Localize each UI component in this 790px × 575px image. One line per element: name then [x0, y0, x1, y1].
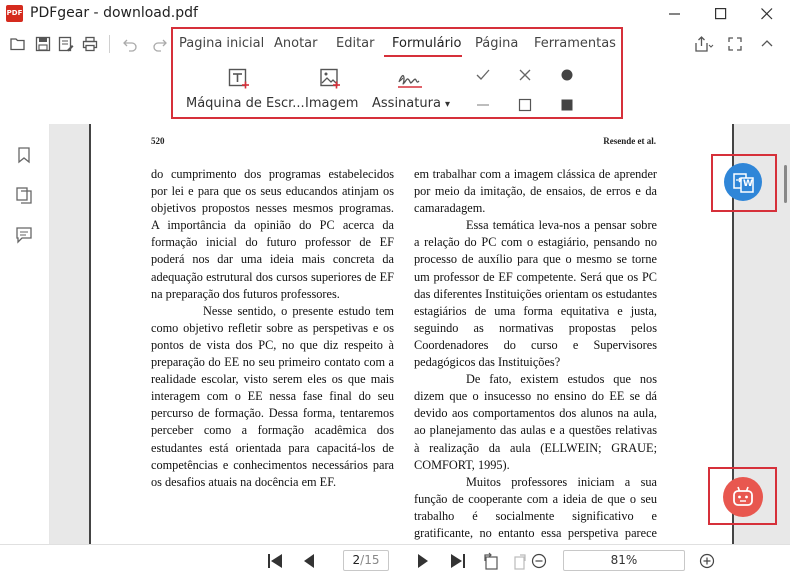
previous-page-icon: [302, 553, 316, 569]
typewriter-icon: [228, 68, 250, 90]
title-bar: [0, 0, 790, 28]
maximize-icon: [715, 8, 727, 20]
comment-icon: [15, 226, 33, 244]
first-page-icon: [267, 553, 283, 569]
current-page: 2: [352, 553, 361, 567]
paragraph: Nesse sentido, o presente estudo tem como objetivo refletir sobre as perspetivas e os pontos de vista dos PC, no que diz respeito à preparação do EE no seu primeiro contato com a realidade escolar, visto serem eles os que mais interagem com o EE nessa fase final do seu percurso de formação. Dessa forma, tentaremos perceber como a formação acadêmica dos estudantes está orientada para capacitá-los de competências e conhecimentos necessários para os desafios atuais na docência em EF.: [151, 303, 394, 489]
page-number-input[interactable]: [343, 550, 389, 571]
document-viewer[interactable]: [50, 124, 790, 544]
total-pages: /15: [360, 553, 380, 567]
minimize-icon: [669, 8, 681, 20]
first-page-button[interactable]: [267, 553, 283, 574]
save-button[interactable]: [35, 36, 51, 52]
zoom-in-button[interactable]: [699, 553, 715, 574]
save-as-icon: [58, 36, 74, 52]
chevron-up-icon: [761, 38, 773, 48]
word-letter: W: [743, 179, 753, 189]
open-folder-icon: [10, 36, 26, 52]
fullscreen-button[interactable]: [728, 37, 744, 53]
zoom-level-select[interactable]: 81%: [563, 550, 685, 571]
redo-button[interactable]: [152, 36, 168, 52]
print-button[interactable]: [82, 36, 98, 52]
rotate-page-button[interactable]: [483, 552, 499, 575]
typewriter-tool[interactable]: [186, 68, 305, 111]
robot-icon: [723, 477, 763, 517]
print-icon: [82, 36, 98, 52]
tab-anotar[interactable]: Anotar: [274, 36, 318, 51]
rotate-icon: [483, 552, 499, 570]
tab-editar[interactable]: Editar: [336, 36, 375, 51]
thumbnails-button[interactable]: [15, 186, 33, 204]
image-label: Imagem: [305, 96, 359, 111]
typewriter-label: Máquina de Escr...: [186, 96, 305, 111]
previous-page-button[interactable]: [302, 553, 316, 574]
toolbar-divider: [109, 35, 110, 53]
dot-button[interactable]: [558, 66, 576, 84]
empty-box-icon: [516, 96, 534, 114]
share-icon: [695, 36, 713, 52]
image-tool[interactable]: [305, 68, 359, 111]
checkmark-button[interactable]: [474, 66, 492, 84]
active-tab-indicator: [384, 55, 462, 57]
ai-assistant-button[interactable]: [723, 477, 763, 517]
cross-icon: [516, 66, 534, 84]
window-title: PDFgear - download.pdf: [30, 5, 198, 21]
close-window-button[interactable]: [744, 0, 790, 28]
share-button[interactable]: [695, 36, 711, 52]
chevron-down-icon: ▾: [445, 99, 451, 110]
filled-box-icon: [558, 96, 576, 114]
paragraph: do cumprimento dos programas estabelecidos por lei e para que os seus educandos atinjam os objetivos propostos nesses mesmos programas. A importância da opinião do PC acerca da formação inicial do futuro professor de EF poderá nos dar uma ideia mais concreta da adequação estrutural dos cursos superiores de EF na preparação dos futuros professores.: [151, 167, 394, 301]
running-head: Resende et al.: [603, 136, 656, 146]
last-page-icon: [450, 553, 466, 569]
signature-icon: [397, 68, 423, 90]
pages-icon: [15, 186, 33, 204]
signature-label: Assinatura: [372, 96, 441, 111]
image-icon: [319, 68, 341, 90]
rotate-back-button[interactable]: [513, 552, 527, 575]
paragraph: Essa temática leva-nos a pensar sobre a relação do PC com o estagiário, pensando no processo de auxílio para que o mesmo se torne um professor de EF competente. Será que os PC das diferentes Instituições orientam os estudantes estagiários de uma forma equitativa e justa, seguindo as normativas propostas pelos Coordenadores do curso e Supervisores pedagógicos das Instituições?: [414, 218, 657, 370]
vertical-scrollbar[interactable]: [784, 165, 787, 203]
save-icon: [35, 36, 51, 52]
fullscreen-icon: [728, 37, 742, 51]
bookmark-button[interactable]: [15, 146, 33, 164]
pdf-page: [89, 124, 734, 554]
zoom-out-icon: [531, 553, 547, 569]
left-sidebar: [0, 124, 50, 544]
bookmark-icon: [15, 146, 33, 164]
redo-icon: [152, 36, 168, 52]
save-as-button[interactable]: [58, 36, 74, 52]
line-icon: [474, 96, 492, 114]
bottom-toolbar: [0, 544, 790, 575]
left-column: [151, 166, 394, 491]
page-number: 520: [151, 136, 165, 146]
zoom-in-icon: [699, 553, 715, 569]
tab-pagina[interactable]: Página: [475, 36, 519, 51]
paragraph: De fato, existem estudos que nos dizem que o insucesso no ensino do EE se dá devido aos comportamentos dos alunos na aula, ao planejamento das aulas e a questões relativas à realização da aula (ELLWEIN; GRAUE; COMFORT, 1995).: [414, 372, 657, 472]
next-page-button[interactable]: [416, 553, 430, 574]
maximize-button[interactable]: [698, 0, 744, 28]
tab-formulario[interactable]: Formulário: [392, 36, 462, 51]
comments-button[interactable]: [15, 226, 33, 244]
pdfgear-logo-icon: PDF: [6, 5, 23, 22]
next-page-icon: [416, 553, 430, 569]
rotate-back-icon: [513, 552, 527, 570]
paragraph: Muitos professores iniciam a sua função de cooperante com a ideia de que o seu trabalho é socialmente significativo e gratificante, no entanto essa perspetiva parece: [414, 474, 657, 540]
line-button[interactable]: [474, 96, 492, 114]
undo-button[interactable]: [122, 36, 138, 52]
cross-button[interactable]: [516, 66, 534, 84]
open-folder-button[interactable]: [10, 36, 26, 52]
last-page-button[interactable]: [450, 553, 466, 574]
right-column: [414, 166, 657, 559]
tab-pagina-inicial[interactable]: Pagina inicial: [179, 36, 265, 51]
dot-icon: [558, 66, 576, 84]
tab-ferramentas[interactable]: Ferramentas: [534, 36, 616, 51]
collapse-ribbon-button[interactable]: [761, 38, 777, 54]
undo-icon: [122, 36, 138, 52]
signature-tool[interactable]: [372, 68, 451, 111]
minimize-button[interactable]: [652, 0, 698, 28]
empty-box-button[interactable]: [516, 96, 534, 114]
zoom-out-button[interactable]: [531, 553, 547, 574]
filled-box-button[interactable]: [558, 96, 576, 114]
checkmark-icon: [474, 66, 492, 84]
close-icon: [761, 8, 773, 20]
convert-to-word-button[interactable]: [724, 163, 762, 201]
paragraph: em trabalhar com a imagem clássica de aprender por meio da imitação, de ensaios, de erros e da camaradagem.: [414, 167, 657, 216]
